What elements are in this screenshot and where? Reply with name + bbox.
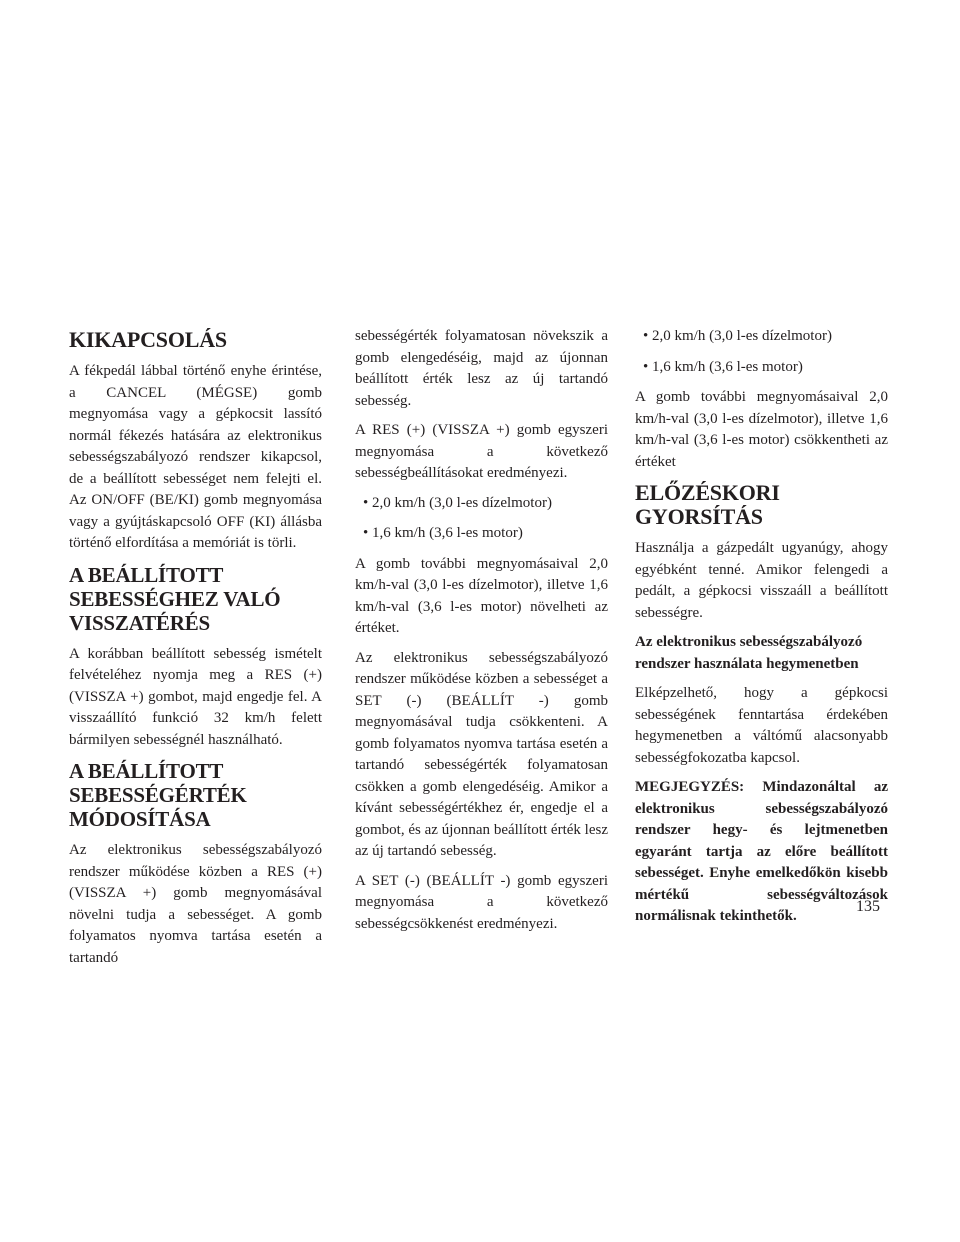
paragraph-hegymenet: Elképzelhető, hogy a gépkocsi sebességének fenntartása érdekében hegymenetben a váltómű alacsonyabb sebességfokozatba kapcsol. xyxy=(635,685,888,766)
paragraph-set: Az elektronikus sebességszabályozó rendszer működése közben a sebességet a SET (-) (BEÁLLÍT -) gomb megnyomásával tudja csökkenteni. A gomb folyamatos nyomva tartása esetén a tartandó sebességérték folyamatosan csökken a gomb elengedéséig. Amikor a kívánt sebességértékhez ér, engedje el a gombot, és az újonnan beállított érték lesz az új tartandó sebesség. xyxy=(355,649,608,859)
note-megjegyzes: MEGJEGYZÉS: Mindazonáltal az elektronikus sebességszabályozó rendszer hegy- és lejtmenetben egyaránt tartja az előre beállított sebességet. Enyhe emelkedőkön kisebb mértékű sebességváltozások normálisnak tekinthetők. xyxy=(635,779,888,924)
subheading-hegymenet: Az elektronikus sebességszabályozó rendszer használata hegymenetben xyxy=(635,634,863,672)
heading-kikapcsolas: KIKAPCSOLÁS xyxy=(69,327,227,352)
column-middle xyxy=(355,326,608,943)
paragraph-tovabbi: A gomb további megnyomásaival 2,0 km/h-val (3,0 l-es dízelmotor), illetve 1,6 km/h-val (3,6 l-es motor) növelheti az értéket. xyxy=(355,555,608,636)
list-item-petrol: • 1,6 km/h (3,6 l-es motor) xyxy=(363,525,523,541)
paragraph-res: A RES (+) (VISSZA +) gomb egyszeri megnyomása a következő sebességbeállításokat eredményezi. xyxy=(355,422,608,481)
paragraph-visszateres: A korábban beállított sebesség ismételt felvételéhez nyomja meg a RES (+) (VISSZA +) gombot, majd engedje fel. A visszaállító funkció 32 km/h felett bármilyen sebességnél használható. xyxy=(69,645,322,748)
list-item-diesel: • 2,0 km/h (3,0 l-es dízelmotor) xyxy=(643,328,832,344)
list-item-petrol: • 1,6 km/h (3,6 l-es motor) xyxy=(643,358,803,375)
column-left xyxy=(69,326,322,977)
paragraph-modositas: Az elektronikus sebességszabályozó rendszer működése közben a RES (+) (VISSZA +) gomb megnyomásával növelni tudja a sebességet. A gomb folyamatos nyomva tartása esetén a tartandó xyxy=(69,842,322,966)
list-item-diesel: • 2,0 km/h (3,0 l-es dízelmotor) xyxy=(363,494,552,511)
paragraph-gyorsitas: Használja a gázpedált ugyanúgy, ahogy egyébként tenné. Amikor felengedi a pedált, a gépkocsi visszaáll a beállított sebességre. xyxy=(635,540,888,621)
paragraph-tovabbi: A gomb további megnyomásaival 2,0 km/h-val (3,0 l-es dízelmotor), illetve 1,6 km/h-val (3,6 l-es motor) csökkentheti az értéket xyxy=(635,389,888,470)
paragraph-kikapcsolas: A fékpedál lábbal történő enyhe érintése, a CANCEL (MÉGSE) gomb megnyomása vagy a gépkocsit lassító normál fékezés hatására az elektronikus sebességszabályozó rendszer kikapcsol, de a beállított sebességet nem felejti el. Az ON/OFF (BE/KI) gomb megnyomása vagy a gyújtáskapcsoló OFF (KI) állásba történő elfordítása a memóriát is törli. xyxy=(69,363,322,551)
heading-gyorsitas: ELŐZÉSKORI GYORSÍTÁS xyxy=(635,480,780,529)
heading-modositas: A BEÁLLÍTOTT SEBESSÉGÉRTÉK MÓDOSÍTÁSA xyxy=(69,759,247,831)
paragraph-continuation: sebességérték folyamatosan növekszik a gomb elengedéséig, majd az újonnan beállított érték lesz az új tartandó sebesség. xyxy=(355,328,608,409)
page-number: 135 xyxy=(856,898,880,915)
heading-visszateres: A BEÁLLÍTOTT SEBESSÉGHEZ VALÓ VISSZATÉRÉS xyxy=(69,562,281,635)
paragraph-set-egyszeri: A SET (-) (BEÁLLÍT -) gomb egyszeri megnyomása a következő sebességcsökkenést eredményezi. xyxy=(355,872,608,932)
column-right xyxy=(635,326,888,936)
